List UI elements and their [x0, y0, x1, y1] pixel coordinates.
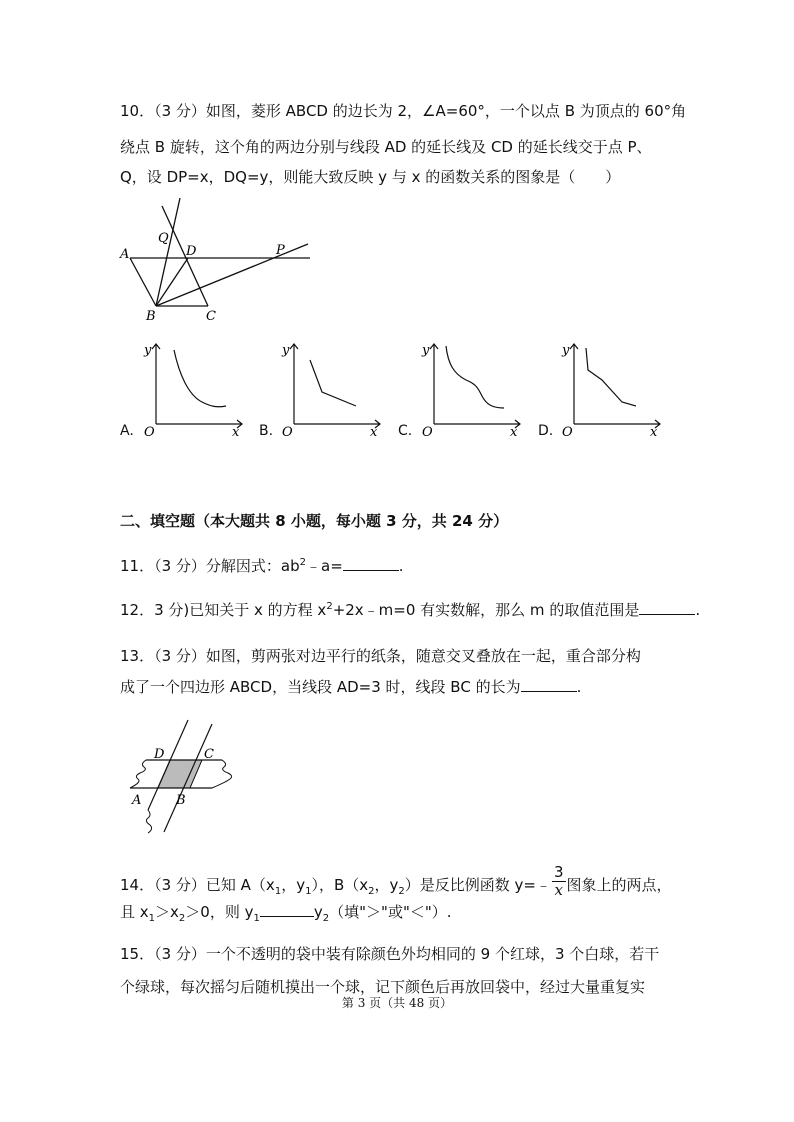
strip-label-D: D — [154, 747, 165, 762]
label-D: D — [186, 244, 197, 259]
svg-text:x: x — [510, 425, 518, 438]
svg-text:x: x — [232, 425, 240, 438]
svg-text:O: O — [144, 425, 155, 438]
page-footer: 第 3 页（共 48 页） — [341, 996, 453, 1010]
svg-text:x: x — [370, 425, 378, 438]
option-c-graph — [420, 338, 530, 438]
svg-text:x: x — [650, 425, 658, 438]
section-heading: 二、填空题（本大题共 8 小题，每小题 3 分，共 24 分） — [120, 512, 509, 530]
q13-strips-figure — [118, 718, 248, 838]
svg-text:y: y — [562, 343, 570, 358]
svg-text:O: O — [562, 425, 573, 438]
q10-rhombus-figure — [110, 198, 330, 328]
svg-text:O: O — [282, 425, 293, 438]
strip-label-C: C — [204, 747, 214, 762]
svg-text:y: y — [144, 343, 152, 358]
q10-line2: 绕点 B 旋转，这个角的两边分别与线段 AD 的延长线及 CD 的延长线交于点 P、 — [120, 138, 652, 156]
label-Q: Q — [158, 231, 169, 246]
strip-label-B: B — [176, 793, 186, 808]
label-C: C — [206, 309, 216, 324]
label-A: A — [120, 247, 130, 262]
strip-label-A: A — [132, 793, 142, 808]
option-a-label: A. — [120, 423, 134, 439]
answer-blank-q11[interactable] — [343, 556, 399, 571]
q10-line1: 10．（3 分）如图，菱形 ABCD 的边长为 2，∠A=60°，一个以点 B 为顶点的 60°角 — [120, 102, 687, 120]
svg-text:O: O — [422, 425, 433, 438]
option-d-label: D. — [538, 423, 554, 439]
svg-text:y: y — [422, 343, 430, 358]
option-d-graph — [560, 338, 670, 438]
q10-line3: Q，设 DP=x，DQ=y，则能大致反映 y 与 x 的函数关系的图象是（ ） — [120, 168, 621, 186]
option-a-graph — [140, 338, 250, 438]
q15-line1: 15．（3 分）一个不透明的袋中装有除颜色外均相同的 9 个红球，3 个白球，若干 — [120, 945, 660, 963]
svg-text:y: y — [282, 343, 290, 358]
q13-line1: 13．（3 分）如图，剪两张对边平行的纸条，随意交叉叠放在一起，重合部分构 — [120, 647, 641, 665]
option-b-label: B. — [259, 423, 274, 439]
q14-line1: 14．（3 分）已知 $A(x_1$，$y_1$），$B(x_2$，$y_2$）是反比例函数 y=﹣ $\frac{3}{x}$ 图象上的两点， — [120, 863, 672, 899]
q13-line2: 成了一个四边形 ABCD，当线段 AD=3 时，线段 BC 的长为 . — [120, 678, 582, 696]
q11: 11．（3 分）分解因式：$ab^2﹣a=$ . — [120, 557, 404, 575]
q15-line2: 个绿球，每次摇匀后随机摸出一个球，记下颜色后再放回袋中，经过大量重复实 — [120, 978, 646, 996]
answer-blank-q12[interactable] — [639, 600, 695, 615]
answer-blank-q13[interactable] — [521, 677, 577, 692]
option-c-label: C. — [398, 423, 413, 439]
label-P: P — [276, 243, 285, 258]
q12: 12．3 分)已知关于 x 的方程 $x^2+2x﹣m=0$ 有实数解，那么 m 的取值范围是 . — [120, 601, 701, 619]
label-B: B — [146, 309, 156, 324]
q14-line2: 且 $x_1>x_2>0$，则 $y_1$ $y_2$（填"＞"或"＜"）. — [120, 903, 452, 924]
option-b-graph — [280, 338, 390, 438]
answer-blank-q14[interactable] — [260, 902, 314, 917]
fraction-3-over-x: $\frac{3}{x}$ — [553, 863, 564, 899]
